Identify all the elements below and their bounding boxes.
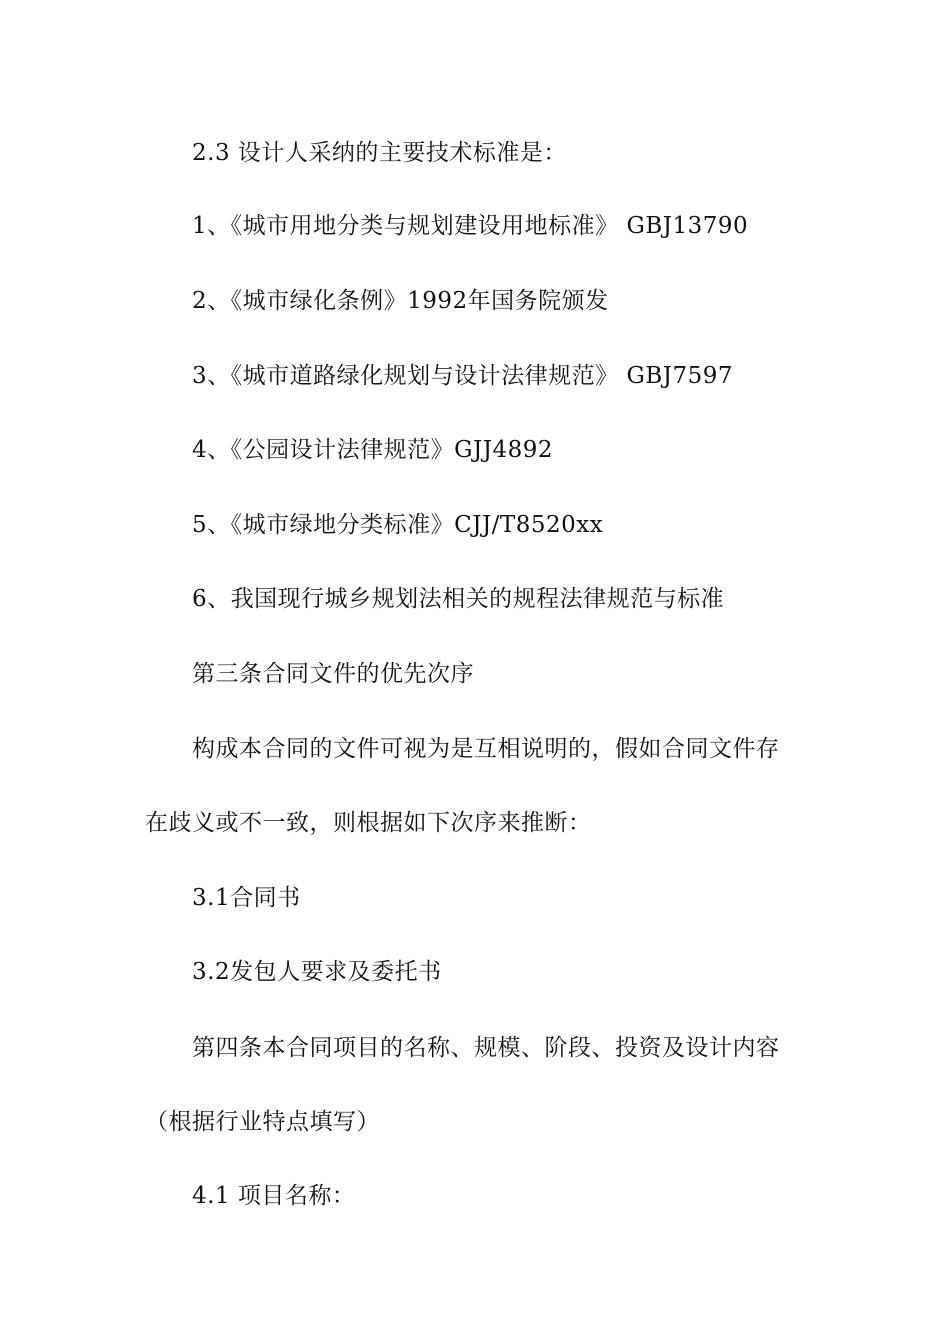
standard-item-2: 2、《城市绿化条例》1992年国务院颁发 <box>192 288 609 314</box>
standard-item-1: 1、《城市用地分类与规划建设用地标准》 GBJ13790 <box>192 213 749 239</box>
paragraph-line: 构成本合同的文件可视为是互相说明的，假如合同文件存 <box>192 736 780 762</box>
standard-item-3: 3、《城市道路绿化规划与设计法律规范》 GBJ7597 <box>192 363 733 389</box>
article-4-note: （根据行业特点填写） <box>145 1109 380 1135</box>
standard-item-4: 4、《公园设计法律规范》GJJ4892 <box>192 437 553 463</box>
standards-heading: 2.3 设计人采纳的主要技术标准是： <box>192 140 567 166</box>
clause-3-1: 3.1合同书 <box>192 885 301 911</box>
standard-item-6: 6、我国现行城乡规划法相关的规程法律规范与标准 <box>192 586 725 612</box>
standard-item-5: 5、《城市绿地分类标准》CJJ/T8520xx <box>192 512 604 538</box>
clause-3-2: 3.2发包人要求及委托书 <box>192 959 442 985</box>
article-4-heading: 第四条本合同项目的名称、规模、阶段、投资及设计内容 <box>192 1035 780 1061</box>
paragraph-line: 在歧义或不一致，则根据如下次序来推断： <box>145 810 592 836</box>
clause-4-1: 4.1 项目名称： <box>192 1183 356 1209</box>
article-3-heading: 第三条合同文件的优先次序 <box>192 661 474 687</box>
